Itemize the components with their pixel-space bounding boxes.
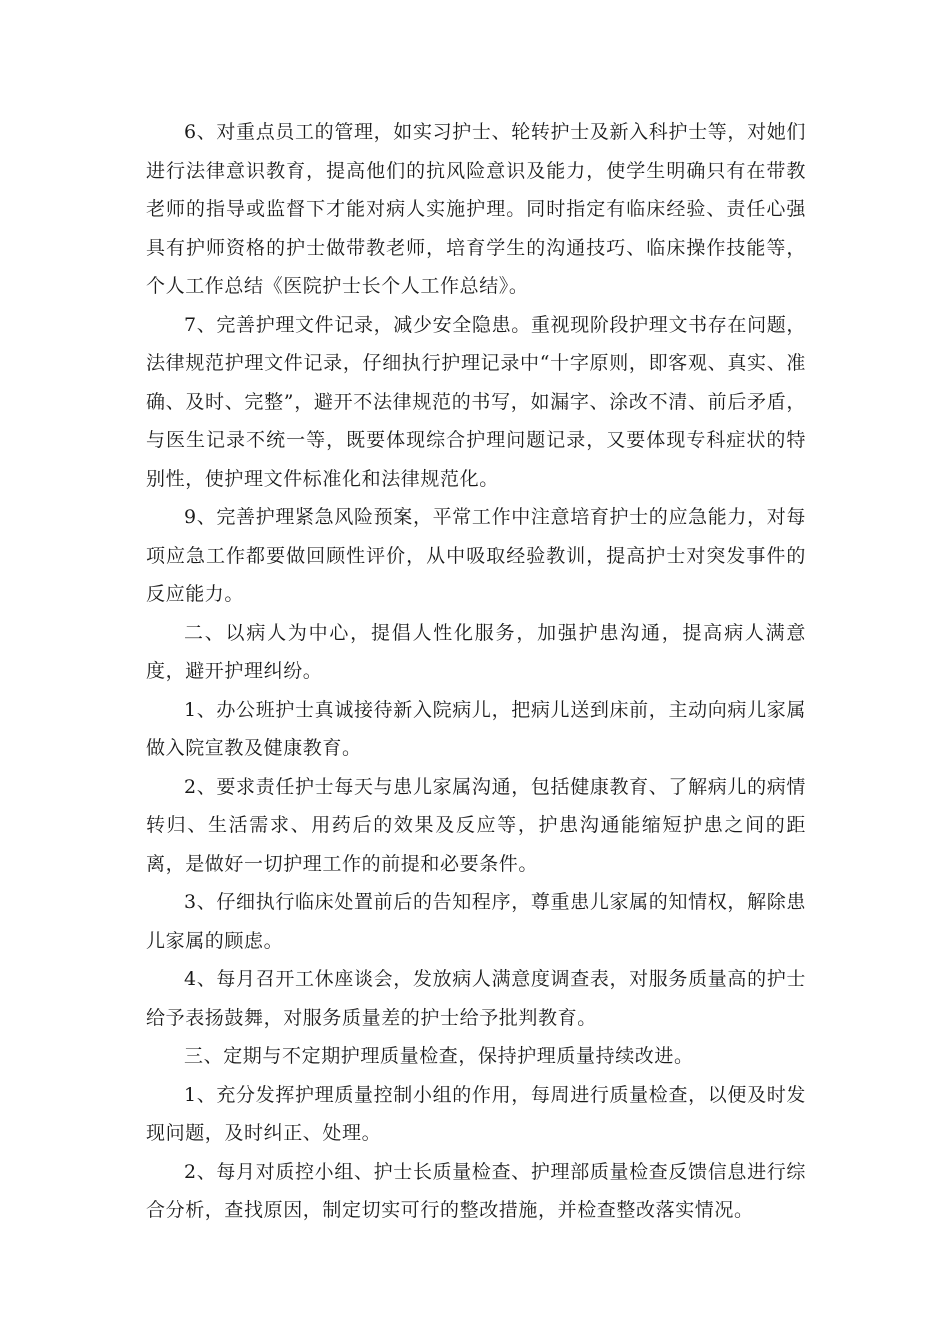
paragraph-section3-item-2: 2、每月对质控小组、护士长质量检查、护理部质量检查反馈信息进行综合分析，查找原因，制定切实可行的整改措施，并检查整改落实情况。 [146, 1160, 806, 1221]
paragraph-item-6: 6、对重点员工的管理，如实习护士、轮转护士及新入科护士等，对她们进行法律意识教育，提高他们的抗风险意识及能力，使学生明确只有在带教老师的指导或监督下才能对病人实施护理。同时指定有临床经验、责任心强具有护师资格的护士做带教老师，培育学生的沟通技巧、临床操作技能等，个人工作总结《医院护士长个人工作总结》。 [146, 121, 806, 297]
paragraph-item-9: 9、完善护理紧急风险预案，平常工作中注意培育护士的应急能力，对每项应急工作都要做回顾性评价，从中吸取经验教训，提高护士对突发事件的反应能力。 [146, 506, 806, 605]
document-body [146, 113, 806, 1230]
paragraph-section2-item-4: 4、每月召开工休座谈会，发放病人满意度调查表，对服务质量高的护士给予表扬鼓舞，对服务质量差的护士给予批判教育。 [146, 968, 806, 1029]
section-heading-2: 二、以病人为中心，提倡人性化服务，加强护患沟通，提高病人满意度，避开护理纠纷。 [146, 621, 806, 682]
paragraph-section3-item-1: 1、充分发挥护理质量控制小组的作用，每周进行质量检查，以便及时发现问题，及时纠正、处理。 [146, 1083, 806, 1144]
paragraph-section2-item-3: 3、仔细执行临床处置前后的告知程序，尊重患儿家属的知情权，解除患儿家属的顾虑。 [146, 891, 806, 952]
paragraph-section2-item-2: 2、要求责任护士每天与患儿家属沟通，包括健康教育、了解病儿的病情转归、生活需求、用药后的效果及反应等，护患沟通能缩短护患之间的距离，是做好一切护理工作的前提和必要条件。 [146, 775, 806, 875]
paragraph-section2-item-1: 1、办公班护士真诚接待新入院病儿，把病儿送到床前，主动向病儿家属做入院宣教及健康教育。 [146, 698, 806, 759]
paragraph-item-7: 7、完善护理文件记录，减少安全隐患。重视现阶段护理文书存在问题，法律规范护理文件记录，仔细执行护理记录中“十字原则，即客观、真实、准确、及时、完整”，避开不法律规范的书写，如漏字、涂改不清、前后矛盾，与医生记录不统一等，既要体现综合护理问题记录，又要体现专科症状的特别性，使护理文件标准化和法律规范化。 [146, 313, 806, 490]
section-heading-3: 三、定期与不定期护理质量检查，保持护理质量持续改进。 [184, 1045, 694, 1067]
